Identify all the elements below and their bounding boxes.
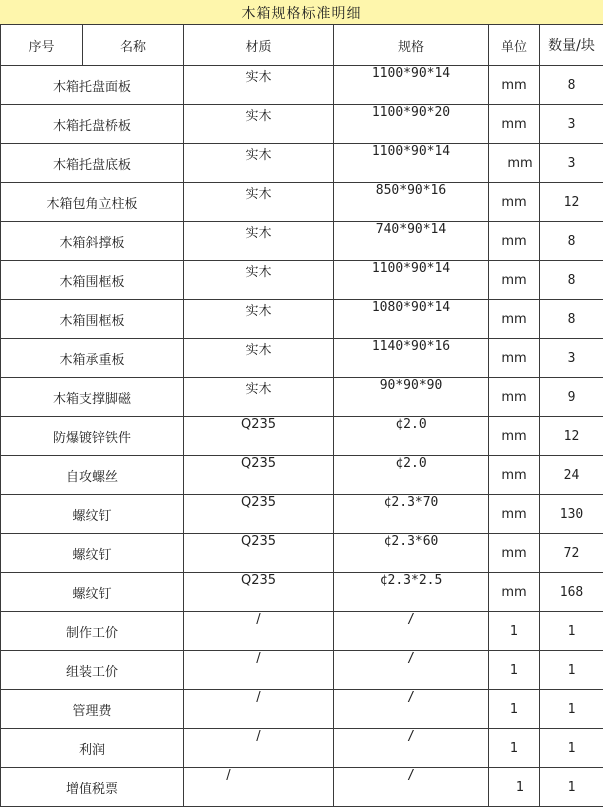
item-material-text: Q235	[241, 417, 276, 432]
item-spec: 1140*90*16	[334, 339, 489, 378]
item-qty: 8	[540, 300, 603, 339]
item-name: 增值税票	[1, 768, 184, 807]
item-unit	[489, 222, 540, 261]
item-name: 木箱包角立柱板	[1, 183, 184, 222]
item-unit-text: mm	[501, 351, 526, 366]
item-unit	[489, 183, 540, 222]
item-material	[184, 378, 334, 417]
item-name: 木箱围框板	[1, 300, 184, 339]
item-qty: 72	[540, 534, 603, 573]
table-row	[1, 534, 603, 573]
item-material-text: /	[226, 768, 230, 783]
table-row	[1, 690, 603, 729]
item-material	[184, 651, 334, 690]
item-material-text: Q235	[241, 456, 276, 471]
item-spec: 1080*90*14	[334, 300, 489, 339]
item-unit	[489, 729, 540, 768]
item-spec: /	[334, 768, 489, 807]
table-row	[1, 105, 603, 144]
item-spec: ¢2.0	[334, 417, 489, 456]
item-unit-text: mm	[501, 507, 526, 522]
item-qty: 3	[540, 105, 603, 144]
item-material-text: /	[256, 690, 260, 705]
item-unit	[489, 534, 540, 573]
item-material-text: 实木	[245, 304, 271, 319]
item-unit-text: mm	[501, 78, 526, 93]
table-row	[1, 495, 603, 534]
item-name: 螺纹钉	[1, 495, 184, 534]
item-material	[184, 339, 334, 378]
table-row	[1, 261, 603, 300]
item-qty: 9	[540, 378, 603, 417]
item-spec: 1100*90*14	[334, 261, 489, 300]
item-qty: 1	[540, 690, 603, 729]
header-row	[1, 25, 603, 66]
item-spec: 1100*90*14	[334, 144, 489, 183]
item-material-text: 实木	[245, 382, 271, 397]
item-qty: 3	[540, 339, 603, 378]
item-qty: 130	[540, 495, 603, 534]
table-row	[1, 144, 603, 183]
header-name: 名称	[83, 25, 184, 66]
item-spec: 90*90*90	[334, 378, 489, 417]
item-unit-text: 1	[510, 663, 518, 678]
table-row	[1, 339, 603, 378]
item-unit	[489, 690, 540, 729]
item-unit-text: 1	[510, 624, 518, 639]
item-unit	[489, 573, 540, 612]
item-material	[184, 144, 334, 183]
item-qty: 1	[540, 729, 603, 768]
item-material	[184, 495, 334, 534]
item-spec: /	[334, 651, 489, 690]
table-row	[1, 729, 603, 768]
item-material-text: Q235	[241, 573, 276, 588]
item-unit-text: mm	[501, 390, 526, 405]
item-qty: 8	[540, 261, 603, 300]
item-material-text: 实木	[245, 343, 271, 358]
item-qty: 8	[540, 222, 603, 261]
item-name: 防爆镀锌铁件	[1, 417, 184, 456]
item-spec: /	[334, 612, 489, 651]
item-spec: 850*90*16	[334, 183, 489, 222]
item-spec: 740*90*14	[334, 222, 489, 261]
item-unit	[489, 261, 540, 300]
item-unit-text: mm	[501, 585, 526, 600]
item-material-text: 实木	[245, 226, 271, 241]
item-unit	[489, 300, 540, 339]
item-material	[184, 222, 334, 261]
table-row	[1, 417, 603, 456]
item-name: 利润	[1, 729, 184, 768]
item-unit	[489, 105, 540, 144]
item-spec: ¢2.0	[334, 456, 489, 495]
item-unit	[489, 612, 540, 651]
item-unit-text: 1	[516, 780, 524, 795]
item-name: 木箱围框板	[1, 261, 184, 300]
table-row	[1, 768, 603, 807]
item-material-text: Q235	[241, 495, 276, 510]
item-name: 管理费	[1, 690, 184, 729]
item-material	[184, 417, 334, 456]
item-spec: ¢2.3*60	[334, 534, 489, 573]
item-name: 木箱承重板	[1, 339, 184, 378]
item-unit-text: mm	[501, 312, 526, 327]
item-unit-text: mm	[501, 234, 526, 249]
item-spec: ¢2.3*2.5	[334, 573, 489, 612]
header-qty: 数量/块	[540, 25, 603, 66]
item-spec: 1100*90*20	[334, 105, 489, 144]
table-row	[1, 573, 603, 612]
item-name: 制作工价	[1, 612, 184, 651]
item-unit-text: 1	[510, 741, 518, 756]
item-material-text: 实木	[245, 148, 271, 163]
item-material-text: 实木	[245, 70, 271, 85]
item-material	[184, 612, 334, 651]
item-material	[184, 534, 334, 573]
item-unit-text: mm	[501, 117, 526, 132]
item-unit	[489, 66, 540, 105]
item-qty: 1	[540, 651, 603, 690]
item-name: 木箱托盘面板	[1, 66, 184, 105]
item-name: 木箱支撑脚磁	[1, 378, 184, 417]
item-material	[184, 66, 334, 105]
item-qty: 1	[540, 612, 603, 651]
item-unit	[489, 456, 540, 495]
header-unit: 单位	[489, 25, 540, 66]
item-name: 螺纹钉	[1, 534, 184, 573]
item-unit-text: mm	[501, 273, 526, 288]
item-qty: 168	[540, 573, 603, 612]
table-row	[1, 456, 603, 495]
item-material-text: /	[256, 612, 260, 627]
table-row	[1, 612, 603, 651]
item-material	[184, 105, 334, 144]
item-name: 组装工价	[1, 651, 184, 690]
item-material	[184, 456, 334, 495]
item-material	[184, 573, 334, 612]
item-unit-text: mm	[501, 429, 526, 444]
item-unit	[489, 495, 540, 534]
item-unit	[489, 339, 540, 378]
table-row	[1, 378, 603, 417]
item-material	[184, 729, 334, 768]
item-spec: 1100*90*14	[334, 66, 489, 105]
item-material	[184, 261, 334, 300]
item-qty: 3	[540, 144, 603, 183]
item-spec: ¢2.3*70	[334, 495, 489, 534]
item-unit	[489, 768, 540, 807]
item-material-text: Q235	[241, 534, 276, 549]
item-material-text: 实木	[245, 187, 271, 202]
table-row	[1, 183, 603, 222]
item-material	[184, 768, 334, 807]
item-unit	[489, 378, 540, 417]
item-name: 木箱斜撑板	[1, 222, 184, 261]
item-spec: /	[334, 729, 489, 768]
item-name: 木箱托盘桥板	[1, 105, 184, 144]
item-material	[184, 690, 334, 729]
item-qty: 1	[540, 768, 603, 807]
table-row	[1, 651, 603, 690]
item-material-text: 实木	[245, 265, 271, 280]
item-qty: 8	[540, 66, 603, 105]
table-row	[1, 300, 603, 339]
sheet-title: 木箱规格标准明细	[0, 3, 603, 23]
table-row	[1, 222, 603, 261]
item-qty: 24	[540, 456, 603, 495]
item-name: 木箱托盘底板	[1, 144, 184, 183]
title-bar	[0, 0, 603, 25]
item-name: 螺纹钉	[1, 573, 184, 612]
item-unit-text: mm	[507, 156, 532, 171]
header-index: 序号	[1, 25, 83, 66]
item-unit-text: 1	[510, 702, 518, 717]
header-material: 材质	[184, 25, 334, 66]
item-unit	[489, 417, 540, 456]
item-qty: 12	[540, 417, 603, 456]
item-material	[184, 183, 334, 222]
item-unit	[489, 144, 540, 183]
item-qty: 12	[540, 183, 603, 222]
item-unit-text: mm	[501, 195, 526, 210]
item-material	[184, 300, 334, 339]
item-unit	[489, 651, 540, 690]
item-name: 自攻螺丝	[1, 456, 184, 495]
item-material-text: 实木	[245, 109, 271, 124]
item-material-text: /	[256, 651, 260, 666]
item-material-text: /	[256, 729, 260, 744]
item-unit-text: mm	[501, 546, 526, 561]
header-spec: 规格	[334, 25, 489, 66]
table-row	[1, 66, 603, 105]
item-spec: /	[334, 690, 489, 729]
item-unit-text: mm	[501, 468, 526, 483]
spec-table	[0, 24, 603, 807]
